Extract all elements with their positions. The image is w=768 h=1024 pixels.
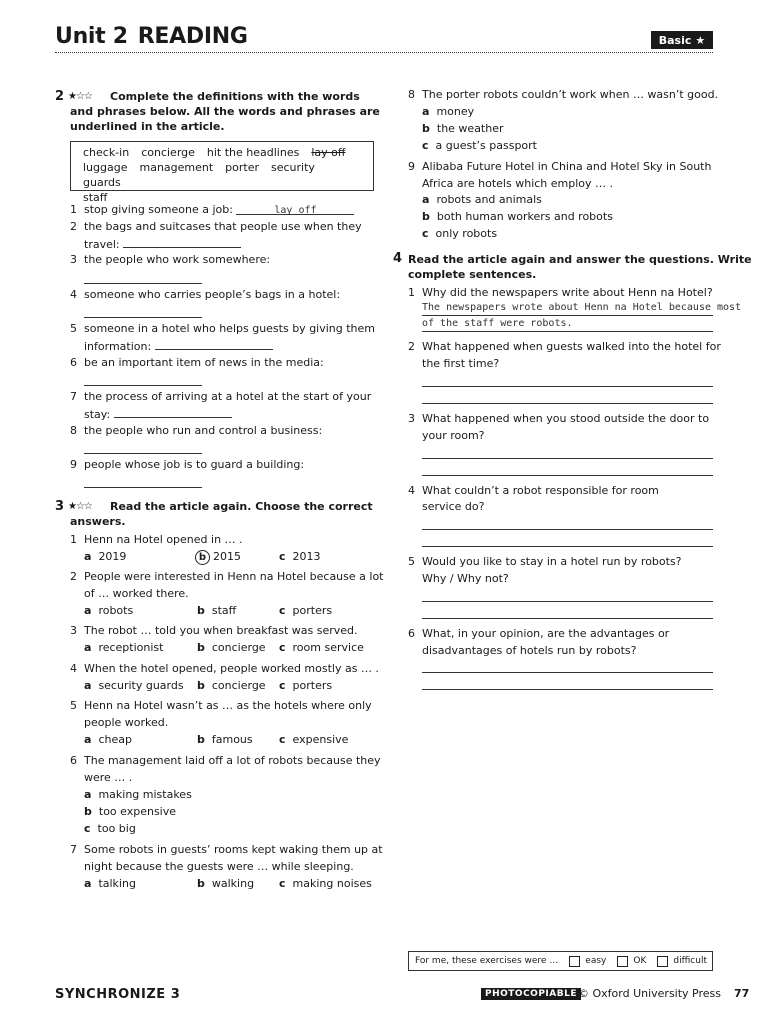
option-a[interactable]: a security guards	[84, 679, 184, 692]
question: 3 The robot … told you when breakfast was served.	[70, 624, 358, 637]
answer-line[interactable]	[422, 689, 713, 690]
question: 1 Henn na Hotel opened in … .	[70, 533, 243, 546]
answer-blank[interactable]	[84, 283, 202, 284]
exercise-2-instruction: Complete the definitions with the words	[110, 90, 360, 103]
checkbox-label: easy	[585, 956, 607, 966]
checkbox-difficult[interactable]	[657, 956, 668, 967]
question: 8 The porter robots couldn’t work when … wasn’t good.	[408, 88, 719, 101]
answer-blank[interactable]	[84, 453, 202, 454]
checkbox-label: difficult	[673, 956, 707, 966]
checkbox-easy[interactable]	[569, 956, 580, 967]
answer-line[interactable]	[422, 529, 713, 530]
answer-blank[interactable]	[155, 337, 273, 350]
word-item: staff	[83, 191, 108, 204]
option-b[interactable]: b too expensive	[84, 805, 177, 818]
list-item: information:	[84, 337, 273, 355]
option-c[interactable]: c making noises	[279, 877, 372, 890]
exercise-3-number: 3	[55, 499, 65, 514]
answer-line[interactable]	[422, 403, 713, 404]
feedback-prompt: For me, these exercises were …	[415, 956, 559, 966]
option-c[interactable]: c porters	[279, 679, 333, 692]
question: disadvantages of hotels run by robots?	[422, 644, 637, 657]
option-c[interactable]: c porters	[279, 604, 333, 617]
answer-line[interactable]	[422, 618, 713, 619]
option-a[interactable]: a receptionist	[84, 641, 164, 654]
option-a[interactable]: a 2019	[84, 550, 127, 563]
option-a[interactable]: a making mistakes	[84, 788, 192, 801]
copyright: © Oxford University Press	[578, 987, 722, 1000]
option-c[interactable]: c 2013	[279, 550, 321, 563]
unit-label: Unit 2	[55, 24, 128, 49]
answer-line[interactable]	[422, 672, 713, 673]
option-a[interactable]: a robots and animals	[422, 193, 542, 206]
option-b-selected[interactable]: b 2015	[195, 548, 241, 565]
exercise-3-instruction: answers.	[70, 515, 126, 528]
option-b[interactable]: b concierge	[197, 679, 266, 692]
question: 5 Henn na Hotel wasn’t as … as the hotels where only	[70, 699, 372, 712]
option-c[interactable]: c room service	[279, 641, 364, 654]
word-item: management	[139, 161, 214, 174]
list-item: 4 someone who carries people’s bags in a hotel:	[70, 288, 341, 301]
answer-blank[interactable]	[123, 235, 241, 248]
question: 4 What couldn’t a robot responsible for room	[408, 484, 659, 497]
question: the first time?	[422, 357, 500, 370]
feedback-box	[408, 951, 713, 971]
answer-blank[interactable]	[114, 405, 232, 418]
question: your room?	[422, 429, 485, 442]
option-b[interactable]: b walking	[197, 877, 255, 890]
question: were … .	[84, 771, 133, 784]
list-item: stay:	[84, 405, 232, 423]
star-icon: ★	[695, 33, 706, 47]
checkbox-label: OK	[633, 956, 647, 966]
answer-line[interactable]	[422, 546, 713, 547]
word-item: hit the headlines	[206, 146, 300, 159]
word-item: check-in	[83, 146, 130, 159]
word-box	[70, 141, 374, 204]
exercise-2-instruction: and phrases below. All the words and phrases are	[70, 105, 380, 118]
option-c[interactable]: c a guest’s passport	[422, 139, 537, 152]
question: 3 What happened when you stood outside the door to	[408, 412, 710, 425]
exercise-2-number: 2	[55, 89, 65, 104]
option-b[interactable]: b the weather	[422, 122, 504, 135]
option-c[interactable]: c only robots	[422, 227, 498, 240]
level-badge	[651, 31, 713, 49]
answer-blank[interactable]	[84, 385, 202, 386]
exercise-2-instruction: underlined in the article.	[70, 120, 225, 133]
answer-line[interactable]: The newspapers wrote about Henn na Hotel because most	[422, 302, 713, 316]
answer-line[interactable]	[422, 601, 713, 602]
question: 7 Some robots in guests’ rooms kept waking them up at	[70, 843, 383, 856]
answer-line[interactable]	[422, 458, 713, 459]
checkbox-ok[interactable]	[617, 956, 628, 967]
list-item: 5 someone in a hotel who helps guests by giving them	[70, 322, 376, 335]
list-item: 7 the process of arriving at a hotel at the start of your	[70, 390, 372, 403]
question: of … worked there.	[84, 587, 189, 600]
option-a[interactable]: a cheap	[84, 733, 132, 746]
question: 4 When the hotel opened, people worked mostly as … .	[70, 662, 379, 675]
section-label: READING	[137, 24, 248, 49]
answer-line[interactable]	[422, 386, 713, 387]
question: 6 What, in your opinion, are the advantages or	[408, 627, 670, 640]
difficulty-stars-icon: ★☆☆	[68, 91, 92, 102]
question: 6 The management laid off a lot of robots because they	[70, 754, 381, 767]
question: 9 Alibaba Future Hotel in China and Hotel Sky in South	[408, 160, 712, 173]
question: 1 Why did the newspapers write about Henn na Hotel?	[408, 286, 713, 299]
photocopiable-badge: PHOTOCOPIABLE	[481, 988, 581, 1000]
list-item: 3 the people who work somewhere:	[70, 253, 271, 266]
difficulty-stars-icon: ★☆☆	[68, 501, 92, 512]
exercise-4-number: 4	[393, 251, 403, 266]
option-b[interactable]: b staff	[197, 604, 237, 617]
exercise-4-instruction: complete sentences.	[408, 268, 537, 281]
word-item: porter	[225, 161, 260, 174]
header-divider	[55, 52, 713, 53]
option-c[interactable]: c too big	[84, 822, 136, 835]
list-item: 1 stop giving someone a job: lay off	[70, 201, 354, 218]
word-item: security guards	[83, 161, 315, 189]
page-number: 77	[734, 987, 750, 1000]
question: 2 People were interested in Henn na Hotel because a lot	[70, 570, 384, 583]
option-b[interactable]: b concierge	[197, 641, 266, 654]
question: Africa are hotels which employ … .	[422, 177, 614, 190]
list-item: travel:	[84, 235, 241, 253]
word-item: concierge	[141, 146, 195, 159]
option-a[interactable]: a robots	[84, 604, 134, 617]
word-item: luggage	[83, 161, 128, 174]
option-b[interactable]: b famous	[197, 733, 253, 746]
list-item: 6 be an important item of news in the media:	[70, 356, 324, 369]
list-item: 9 people whose job is to guard a building:	[70, 458, 305, 471]
level-label: Basic	[658, 33, 692, 47]
page-title	[55, 24, 258, 49]
circle-selection-icon: b	[195, 550, 210, 565]
question: service do?	[422, 500, 485, 513]
question: people worked.	[84, 716, 169, 729]
brand-logo: SYNCHRONIZE 3	[55, 987, 181, 1002]
option-a[interactable]: a talking	[84, 877, 136, 890]
option-a[interactable]: a money	[422, 105, 475, 118]
question: Why / Why not?	[422, 572, 509, 585]
word-item-crossed: lay off	[311, 146, 346, 159]
answer-line[interactable]	[422, 475, 713, 476]
exercise-4-instruction: Read the article again and answer the questions. Write	[408, 253, 752, 266]
option-b[interactable]: b both human workers and robots	[422, 210, 613, 223]
question: night because the guests were … while sleeping.	[84, 860, 354, 873]
question: 5 Would you like to stay in a hotel run by robots?	[408, 555, 682, 568]
list-item: 2 the bags and suitcases that people use when they	[70, 220, 362, 233]
answer-line[interactable]: of the staff were robots.	[422, 318, 713, 332]
answer-blank[interactable]	[84, 487, 202, 488]
answer-blank[interactable]	[84, 317, 202, 318]
exercise-3-instruction: Read the article again. Choose the correct	[110, 500, 373, 513]
answer-blank[interactable]: lay off	[236, 202, 354, 215]
option-c[interactable]: c expensive	[279, 733, 349, 746]
list-item: 8 the people who run and control a business:	[70, 424, 323, 437]
question: 2 What happened when guests walked into the hotel for	[408, 340, 721, 353]
